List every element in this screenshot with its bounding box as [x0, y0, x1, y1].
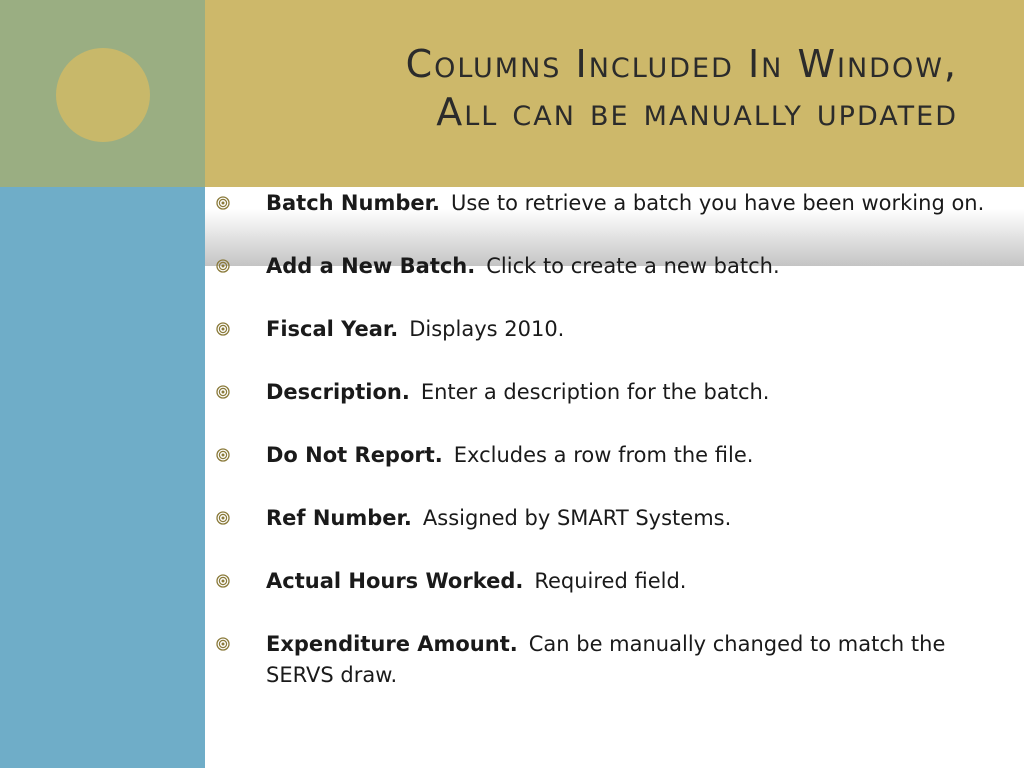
- target-bullet-icon: [216, 511, 230, 525]
- bullet-term: Do Not Report.: [266, 443, 443, 467]
- bullet-text: Can be manually changed to match the SERVS draw.: [266, 632, 946, 687]
- bullet-text: Excludes a row from the file.: [453, 443, 754, 467]
- bullet-text: Required field.: [534, 569, 687, 593]
- slide-title: [258, 40, 958, 136]
- bullet-term: Fiscal Year.: [266, 317, 399, 341]
- target-bullet-icon: [216, 448, 230, 462]
- bullet-item-do-not-report: [216, 440, 996, 471]
- bullet-term: Description.: [266, 380, 410, 404]
- decorative-circle: [56, 48, 150, 142]
- bullet-text: Enter a description for the batch.: [420, 380, 770, 404]
- target-bullet-icon: [216, 322, 230, 336]
- bullet-text: Click to create a new batch.: [486, 254, 780, 278]
- target-bullet-icon: [216, 259, 230, 273]
- bullet-text: Displays 2010.: [409, 317, 565, 341]
- bullet-term: Ref Number.: [266, 506, 412, 530]
- target-bullet-icon: [216, 196, 230, 210]
- bullet-item-ref-number: [216, 503, 996, 534]
- target-bullet-icon: [216, 637, 230, 651]
- bullet-term: Expenditure Amount.: [266, 632, 518, 656]
- bullet-list: [216, 188, 996, 723]
- bullet-item-expenditure-amount: [216, 629, 996, 691]
- bullet-item-actual-hours-worked: [216, 566, 996, 597]
- target-bullet-icon: [216, 574, 230, 588]
- bullet-term: Actual Hours Worked.: [266, 569, 524, 593]
- bullet-item-fiscal-year: [216, 314, 996, 345]
- bullet-item-description: [216, 377, 996, 408]
- bullet-item-batch-number: [216, 188, 996, 219]
- bullet-term: Batch Number.: [266, 191, 440, 215]
- bullet-text: Use to retrieve a batch you have been working on.: [450, 191, 985, 215]
- bullet-term: Add a New Batch.: [266, 254, 476, 278]
- title-line-1: Columns Included In Window,: [405, 42, 958, 86]
- title-line-2: All can be manually updated: [436, 90, 958, 134]
- bullet-item-add-new-batch: [216, 251, 996, 282]
- target-bullet-icon: [216, 385, 230, 399]
- bullet-text: Assigned by SMART Systems.: [422, 506, 732, 530]
- side-bar: [0, 187, 205, 768]
